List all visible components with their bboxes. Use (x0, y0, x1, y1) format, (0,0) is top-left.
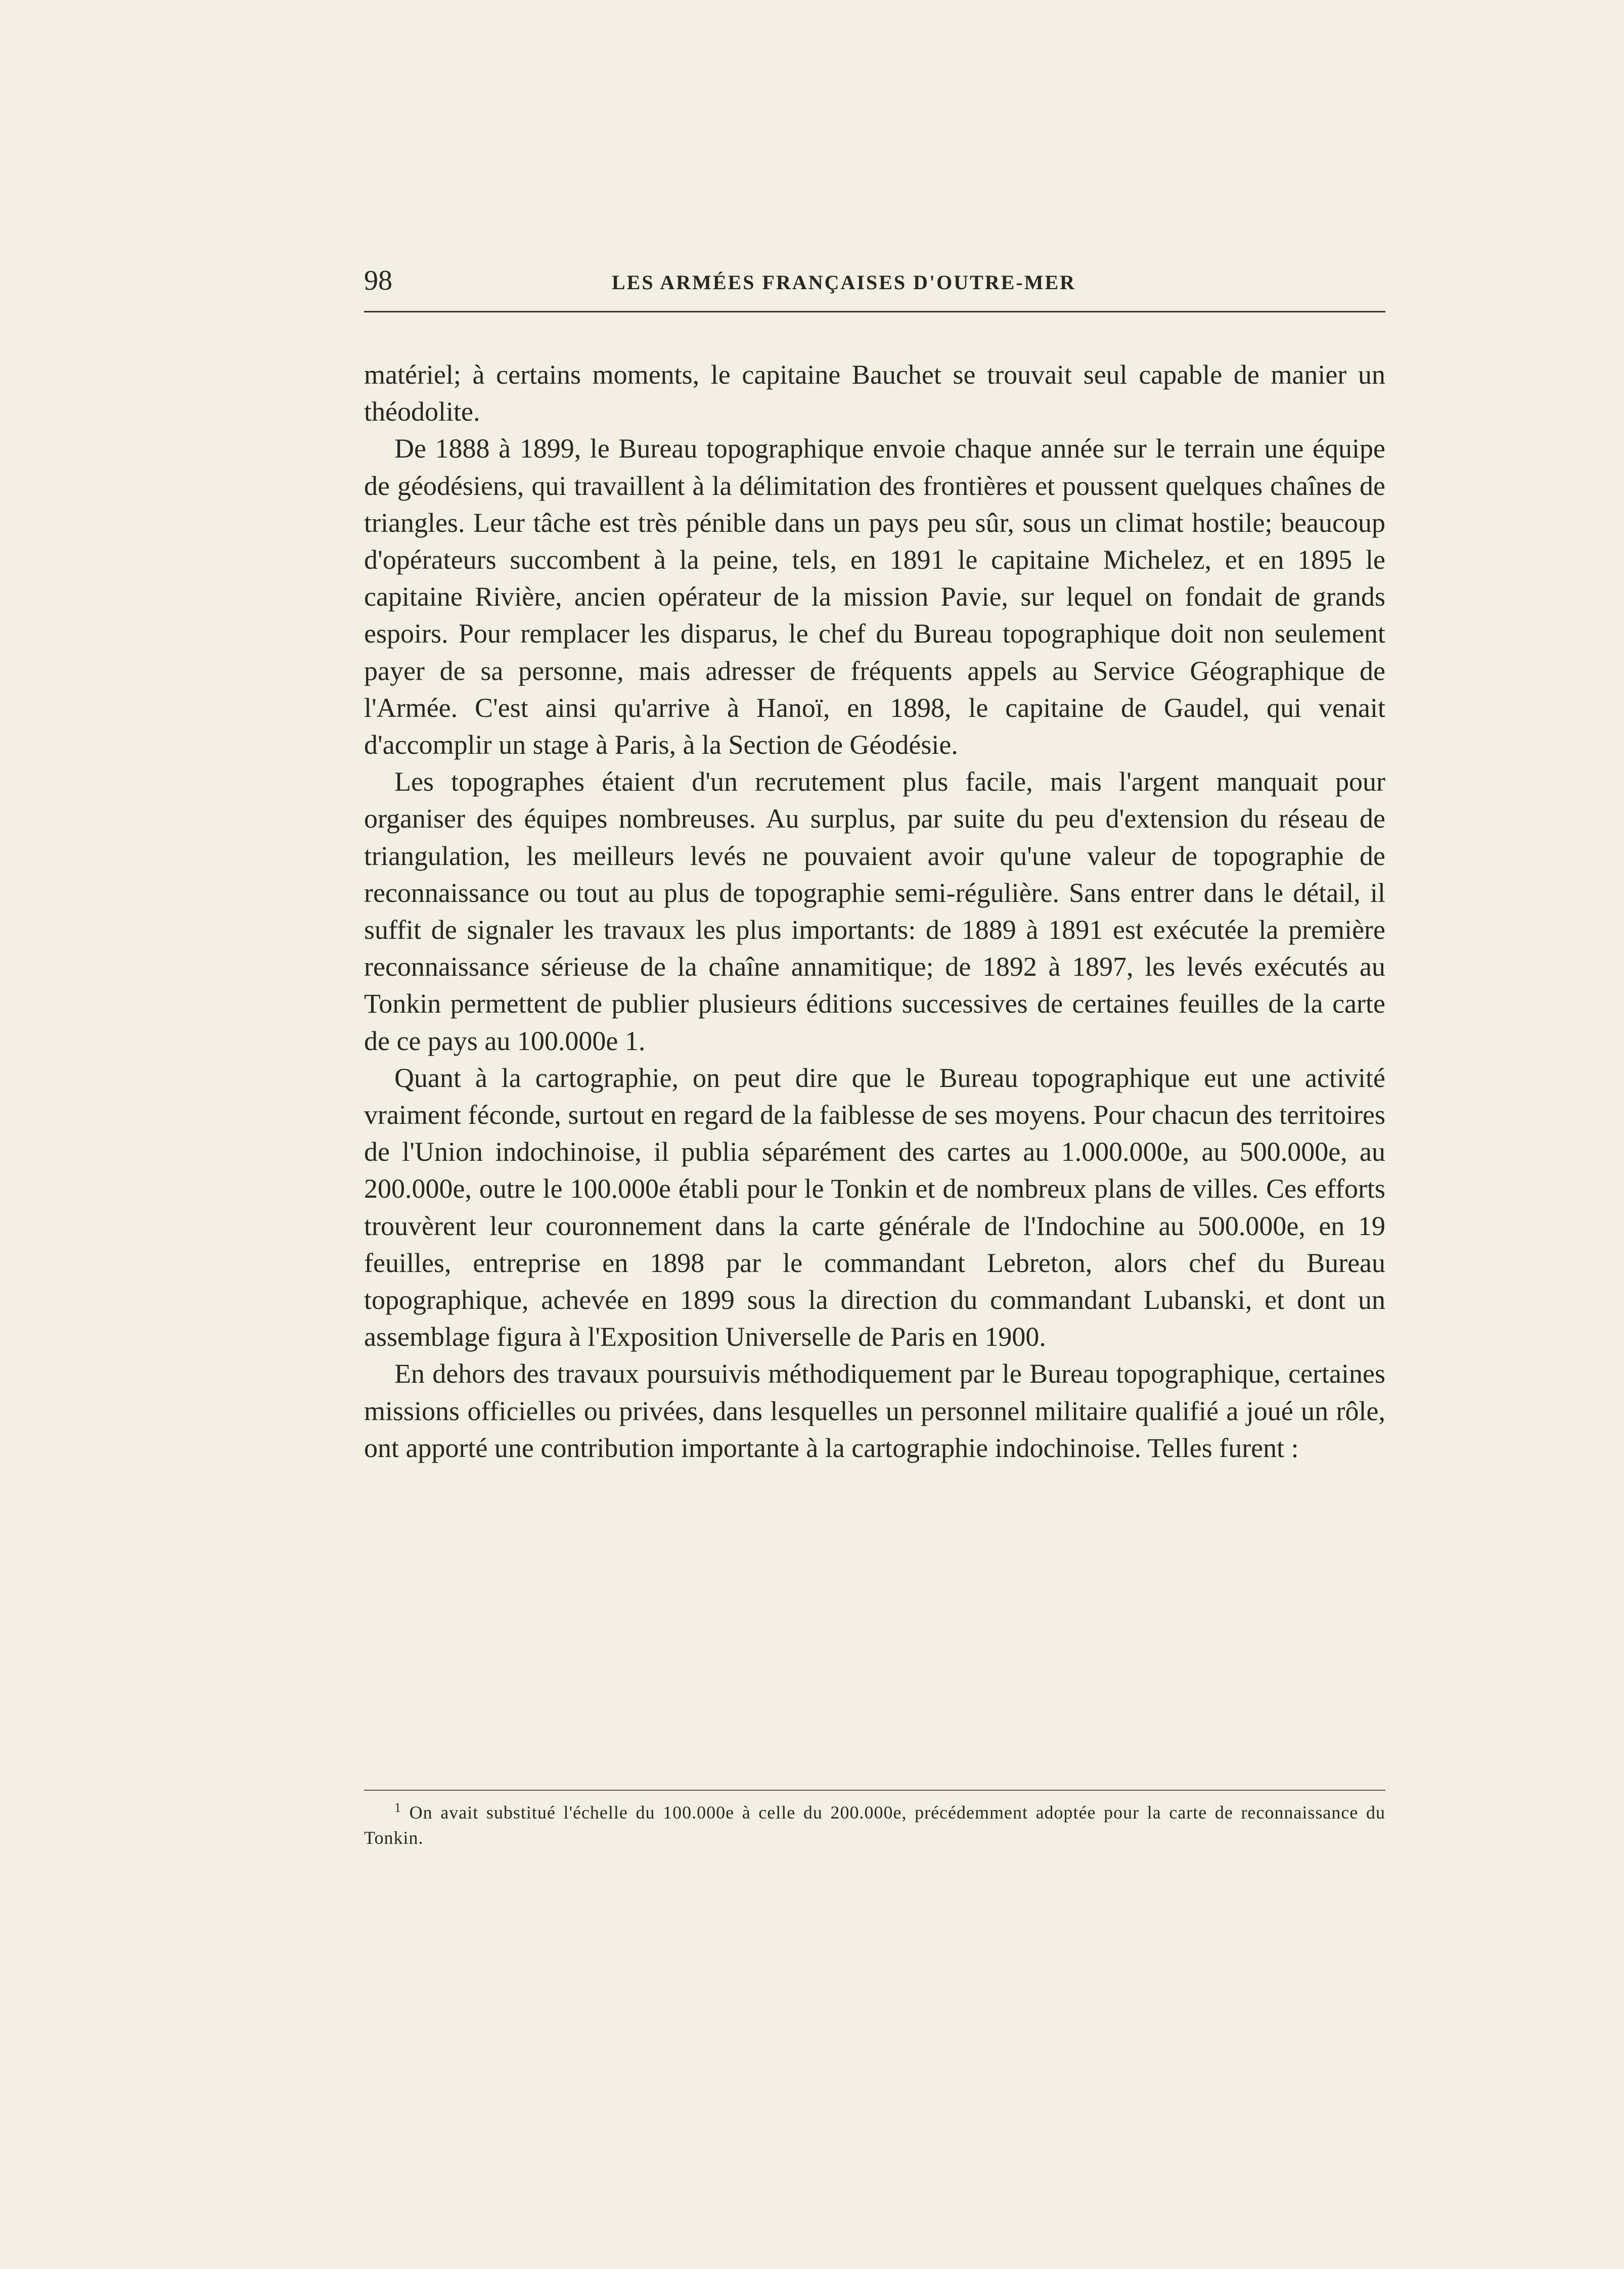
paragraph-2: De 1888 à 1899, le Bureau topographique envoie chaque année sur le terrain une équipe de géodésiens, qui travaillent à la délimitation des frontières et poussent quelques chaînes de triangles. Leur tâche est très pénible dans un pays peu sûr, sous un climat hostile; beaucoup d'opérateurs succombent à la peine, tels, en 1891 le capitaine Michelez, et en 1895 le capitaine Rivière, ancien opérateur de la mission Pavie, sur lequel on fondait de grands espoirs. Pour remplacer les disparus, le chef du Bureau topographique doit non seulement payer de sa personne, mais adresser de fréquents appels au Service Géographique de l'Armée. C'est ainsi qu'arrive à Hanoï, en 1898, le capitaine de Gaudel, qui venait d'accomplir un stage à Paris, à la Section de Géodésie. (364, 433, 1385, 760)
paragraph-1: matériel; à certains moments, le capitaine Bauchet se trouvait seul capable de manier un théodolite. (364, 359, 1385, 427)
footnote-rule (364, 1790, 1385, 1791)
paragraph-5: En dehors des travaux poursuivis méthodiquement par le Bureau topographique, certaines missions officielles ou privées, dans lesquelles un personnel militaire qualifié a joué un rôle, ont apporté une contribution importante à la cartographie indochinoise. Telles furent : (364, 1358, 1385, 1463)
page-header (364, 263, 1385, 298)
footnote-marker: 1 (394, 1800, 401, 1815)
paragraph-3: Les topographes étaient d'un recrutement plus facile, mais l'argent manquait pour organiser des équipes nombreuses. Au surplus, par suite du peu d'extension du réseau de triangulation, les meilleurs levés ne pouvaient avoir qu'une valeur de topographie de reconnaissance ou tout au plus de topographie semi-régulière. Sans entrer dans le détail, il suffit de signaler les travaux les plus importants: de 1889 à 1891 est exécutée la première reconnaissance sérieuse de la chaîne annamitique; de 1892 à 1897, les levés exécutés au Tonkin permettent de publier plusieurs éditions successives de certaines feuilles de la carte de ce pays au 100.000e 1. (364, 766, 1385, 1056)
running-title: LES ARMÉES FRANÇAISES D'OUTRE-MER (612, 271, 1076, 294)
page-number: 98 (364, 265, 392, 296)
footnote (364, 1800, 1385, 1850)
header-rule (364, 311, 1385, 312)
body-text (364, 356, 1385, 1467)
paragraph-4: Quant à la cartographie, on peut dire que le Bureau topographique eut une activité vraiment féconde, surtout en regard de la faiblesse de ses moyens. Pour chacun des territoires de l'Union indochinoise, il publia séparément des cartes au 1.000.000e, au 500.000e, au 200.000e, outre le 100.000e établi pour le Tonkin et de nombreux plans de villes. Ces efforts trouvèrent leur couronnement dans la carte générale de l'Indochine au 500.000e, en 19 feuilles, entreprise en 1898 par le commandant Lebreton, alors chef du Bureau topographique, achevée en 1899 sous la direction du commandant Lubanski, et dont un assemblage figura à l'Exposition Universelle de Paris en 1900. (364, 1062, 1385, 1352)
footnote-text: On avait substitué l'échelle du 100.000e à celle du 200.000e, précédemment adoptée pour la carte de reconnaissance du Tonkin. (364, 1802, 1385, 1848)
